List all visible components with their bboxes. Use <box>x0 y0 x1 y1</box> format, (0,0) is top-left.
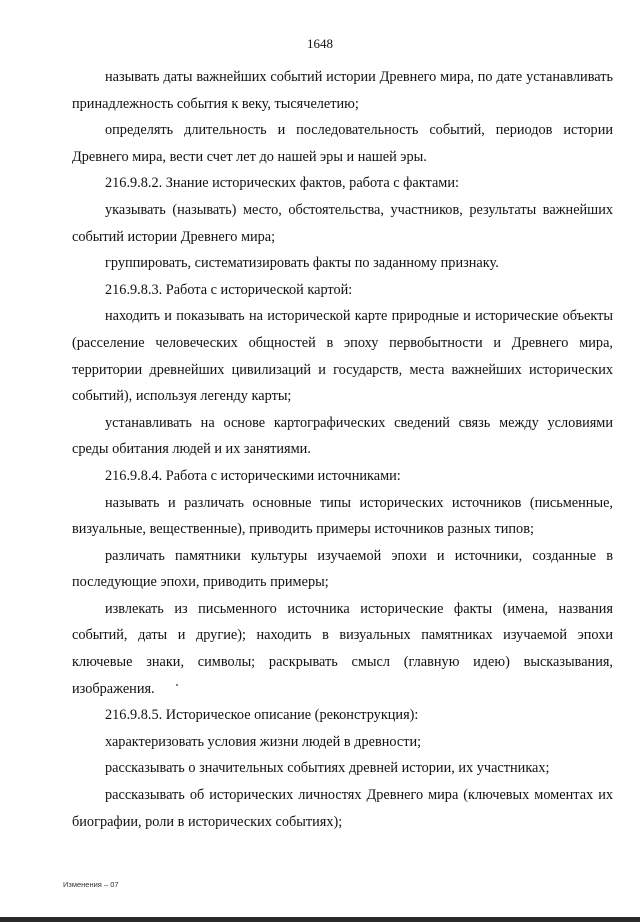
scan-bottom-edge <box>0 917 640 922</box>
footer-revision: Изменения – 07 <box>63 880 119 889</box>
paragraph: рассказывать о значительных событиях древней истории, их участниках; <box>105 760 550 777</box>
scan-speck <box>176 684 178 686</box>
section-heading: 216.9.8.2. Знание исторических фактов, работа с фактами: <box>105 175 459 192</box>
document-body <box>72 64 613 835</box>
paragraph: устанавливать на основе картографических сведений связь между условиями среды обитания людей и их занятиями. <box>72 414 613 458</box>
paragraph: находить и показывать на исторической карте природные и исторические объекты (расселение человеческих общностей в эпоху первобытности и Древнего мира, территории древнейших цивилизаций и государств, места важнейших исторических событий), используя легенду карты; <box>72 308 613 405</box>
paragraph: указывать (называть) место, обстоятельства, участников, результаты важнейших событий истории Древнего мира; <box>72 201 613 245</box>
section-heading: 216.9.8.4. Работа с историческими источниками: <box>105 467 401 484</box>
section-heading: 216.9.8.3. Работа с исторической картой: <box>105 281 353 298</box>
section-heading: 216.9.8.5. Историческое описание (реконструкция): <box>105 707 419 724</box>
paragraph: различать памятники культуры изучаемой эпохи и источники, созданные в последующие эпохи, приводить примеры; <box>72 547 613 591</box>
paragraph: называть и различать основные типы исторических источников (письменные, визуальные, вещественные), приводить примеры источников разных типов; <box>72 494 613 538</box>
paragraph: характеризовать условия жизни людей в древности; <box>105 733 422 750</box>
paragraph: рассказывать об исторических личностях Древнего мира (ключевых моментах их биографии, роли в исторических событиях); <box>72 787 613 830</box>
paragraph: определять длительность и последовательность событий, периодов истории Древнего мира, вести счет лет до нашей эры и нашей эры. <box>72 122 613 165</box>
paragraph: извлекать из письменного источника исторические факты (имена, названия событий, даты и другие); находить в визуальных памятниках изучаемой эпохи ключевые знаки, символы; раскрывать смысл (главную идею) высказывания, изображения. <box>72 600 613 697</box>
page-number: 1648 <box>307 36 333 51</box>
paragraph: называть даты важнейших событий истории Древнего мира, по дате устанавливать принадлежность события к веку, тысячелетию; <box>72 69 613 112</box>
paragraph: группировать, систематизировать факты по заданному признаку. <box>105 255 499 272</box>
